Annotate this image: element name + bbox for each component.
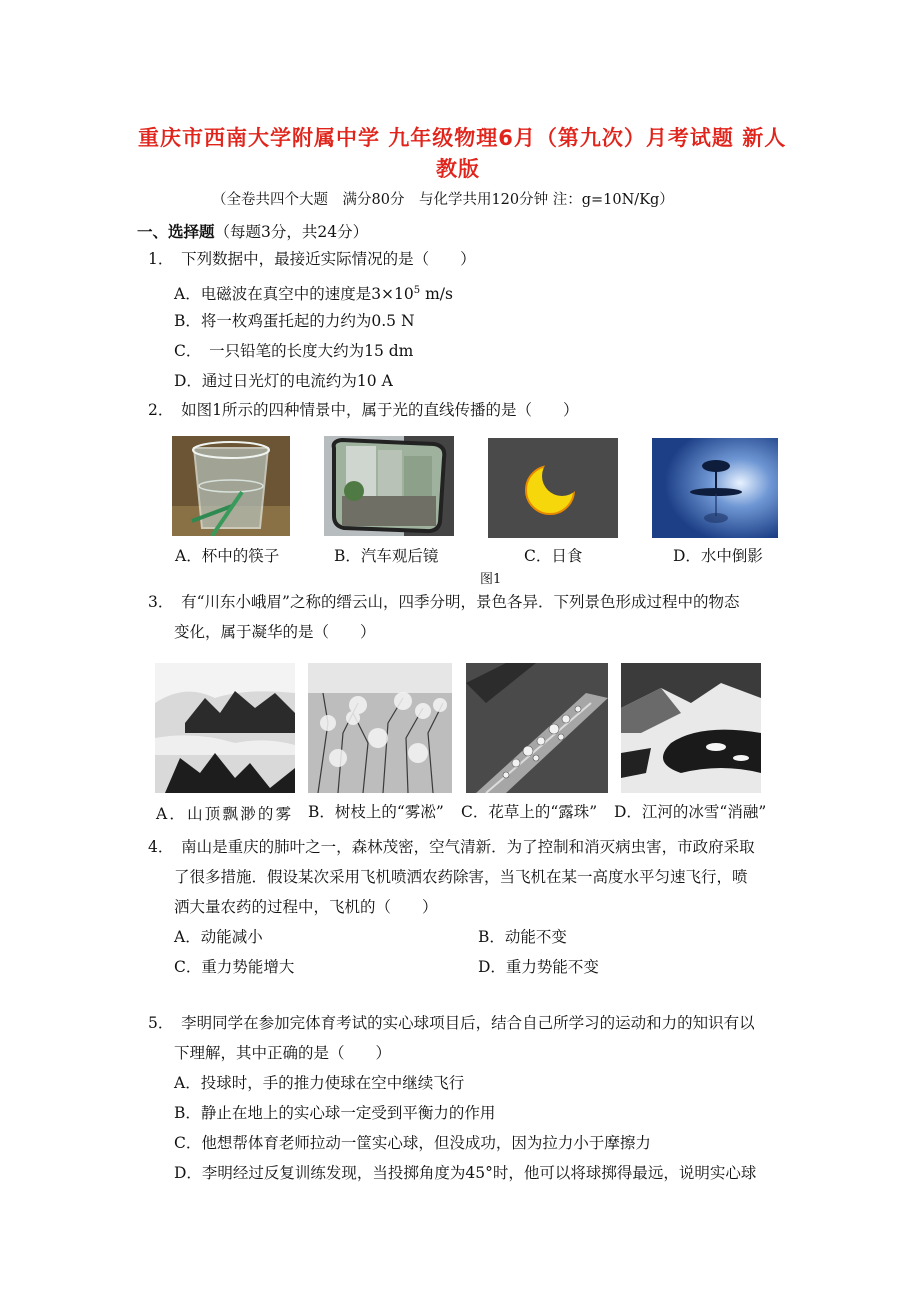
rearview-mirror-image [324, 436, 454, 536]
q1-option-d: D．通过日光灯的电流约为10 A [174, 372, 393, 390]
water-reflection-image [652, 438, 778, 538]
q5-option-b: B．静止在地上的实心球一定受到平衡力的作用 [174, 1104, 496, 1122]
section-title: 一、选择题 [137, 222, 215, 241]
q3-caption-c: C．花草上的“露珠” [461, 803, 598, 821]
q3-stem-line1: 3． 有“川东小峨眉”之称的缙云山，四季分明，景色各异．下列景色形成过程中的物态 [148, 593, 740, 611]
q1-option-a-text: A．电磁波在真空中的速度是3×10 [174, 285, 414, 304]
q3-caption-a: A．山顶飘渺的雾 [156, 805, 294, 823]
q1-option-a [174, 281, 453, 304]
snow-melting-river-image [621, 663, 761, 793]
cup-chopsticks-image [172, 436, 290, 536]
q2-caption-d: D．水中倒影 [673, 547, 763, 565]
q3-caption-d: D．江河的冰雪“消融” [614, 803, 767, 821]
q5-option-d: D．李明经过反复训练发现，当投掷角度为45°时，他可以将球掷得最远，说明实心球 [174, 1164, 757, 1182]
q5-stem-line2: 下理解，其中正确的是（ ） [174, 1044, 392, 1062]
q1-option-b: B．将一枚鸡蛋托起的力约为0.5 N [174, 312, 415, 330]
mountain-fog-image [155, 663, 295, 793]
q4-stem-line2: 了很多措施．假设某次采用飞机喷洒农药除害，当飞机在某一高度水平匀速飞行，喷 [174, 868, 748, 886]
q1-option-a-exponent: 5 [413, 285, 421, 296]
q3-stem-line2: 变化，属于凝华的是（ ） [174, 623, 376, 641]
q4-option-b: B．动能不变 [478, 928, 567, 946]
page-title-line2: 教版 [436, 157, 480, 181]
q5-option-a: A．投球时，手的推力使球在空中继续飞行 [174, 1074, 465, 1092]
section-heading [137, 222, 368, 242]
q1-option-a-unit: m/s [420, 285, 453, 304]
q4-stem-line1: 4． 南山是重庆的肺叶之一，森林茂密，空气清新．为了控制和消灭病虫害，市政府采取 [148, 838, 755, 856]
rime-tree-image [308, 663, 452, 793]
dewdrops-leaf-image [466, 663, 608, 793]
q1-option-c: C． 一只铅笔的长度大约为15 dm [174, 342, 414, 360]
q5-stem-line1: 5． 李明同学在参加完体育考试的实心球项目后，结合自己所学习的运动和力的知识有以 [148, 1014, 755, 1032]
q4-option-a: A．动能减小 [174, 928, 263, 946]
q2-caption-a: A．杯中的筷子 [175, 547, 280, 565]
q4-option-c: C．重力势能增大 [174, 958, 295, 976]
q4-option-d: D．重力势能不变 [478, 958, 599, 976]
q2-caption-c: C．日食 [524, 547, 583, 565]
q2-caption-b: B．汽车观后镜 [334, 547, 439, 565]
solar-eclipse-image [488, 438, 618, 538]
q2-stem: 2． 如图1所示的四种情景中，属于光的直线传播的是（ ） [148, 401, 579, 419]
q4-stem-line3: 洒大量农药的过程中，飞机的（ ） [174, 898, 438, 916]
section-note: （每题3分，共24分） [214, 223, 369, 241]
q3-caption-b: B．树枝上的“雾凇” [308, 803, 444, 821]
exam-subtitle: （全卷共四个大题 满分80分 与化学共用120分钟 注：g=10N/Kg） [212, 192, 674, 208]
q5-option-c: C．他想帮体育老师拉动一筐实心球，但没成功，因为拉力小于摩擦力 [174, 1134, 651, 1152]
figure-1-label: 图1 [480, 572, 502, 587]
q1-stem: 1． 下列数据中，最接近实际情况的是（ ） [148, 250, 476, 268]
page-title-line1: 重庆市西南大学附属中学 九年级物理6月（第九次）月考试题 新人 [138, 126, 787, 150]
